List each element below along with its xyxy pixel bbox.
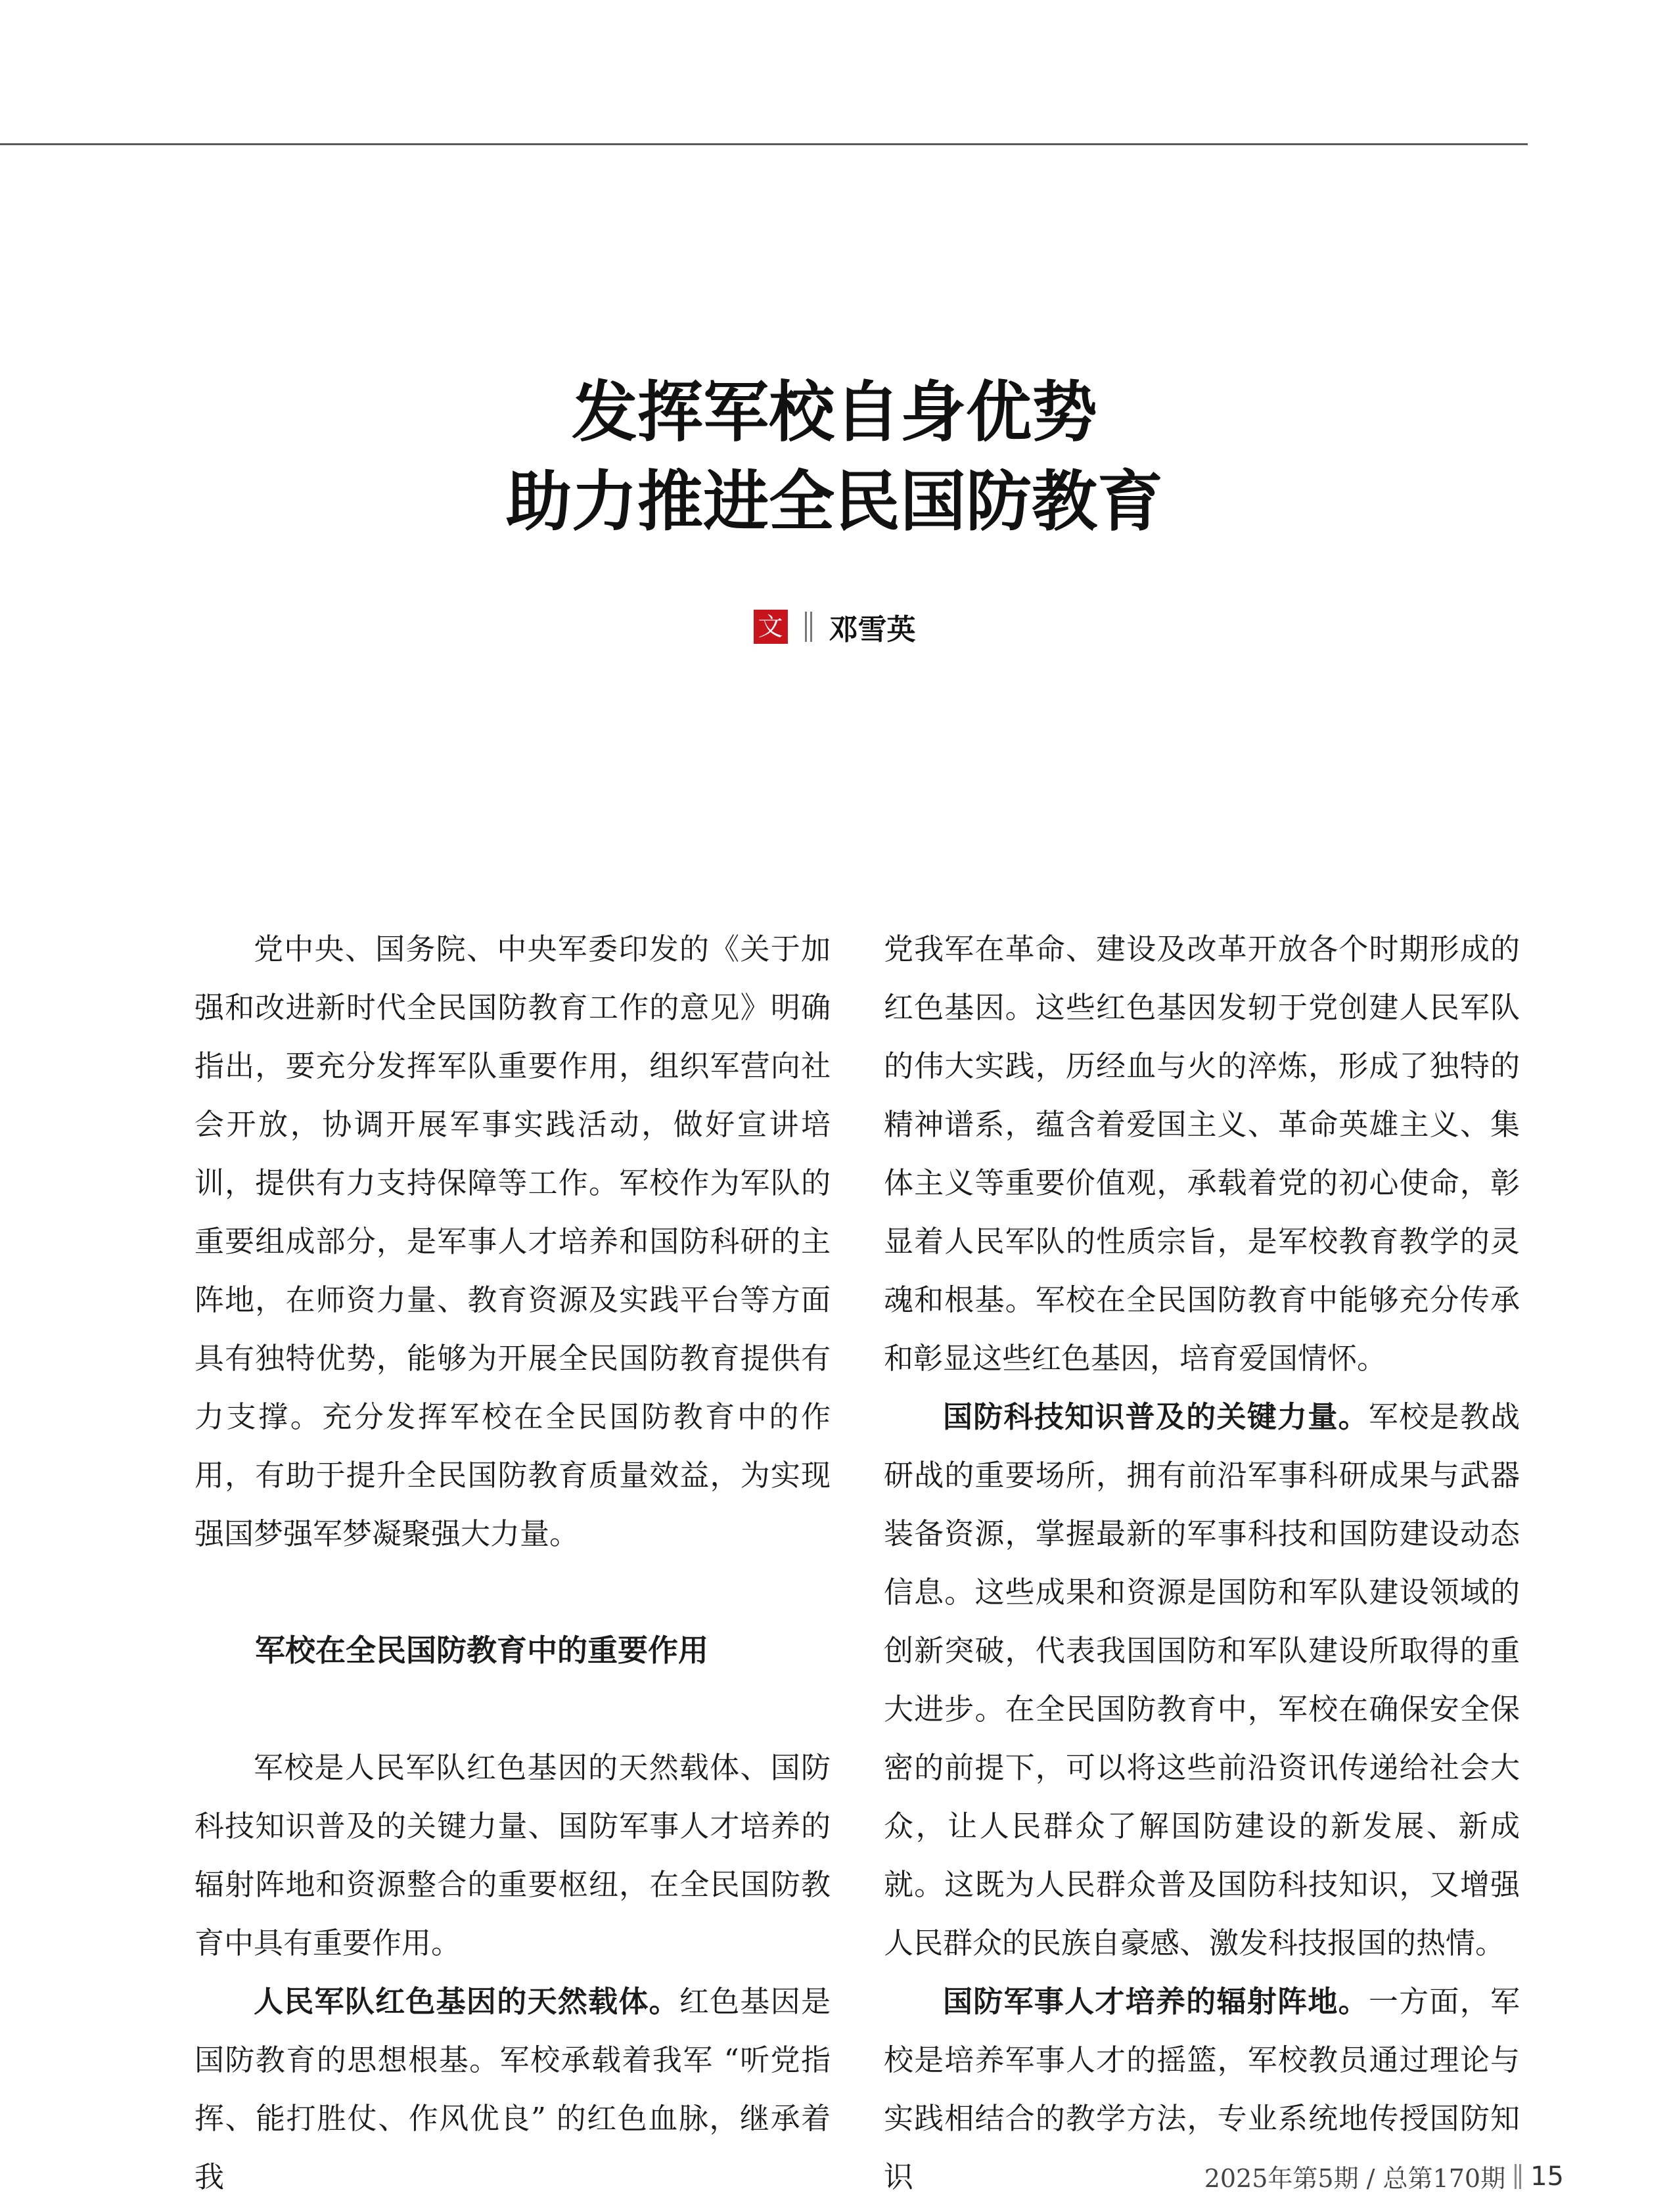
byline: [0, 606, 1669, 648]
title-line-1: 发挥军校自身优势: [572, 374, 1097, 451]
paragraph-lead: 国防科技知识普及的关键力量。: [943, 1399, 1369, 1434]
author-name: 邓雪英: [829, 613, 916, 646]
paragraph-lead: 人民军队红色基因的天然载体。: [254, 1984, 679, 2019]
paragraph-text: 军校是教战研战的重要场所，拥有前沿军事科研成果与武器装备资源，掌握最新的军事科技和国防建设动态信息。这些成果和资源是国防和军队建设领域的创新突破，代表我国国防和军队建设所取得的重大进步。在全民国防教育中，军校在确保安全保密的前提下，可以将这些前沿资讯传递给社会大众，让人民群众了解国防建设的新发展、新成就。这既为人民群众普及国防科技知识，又增强人民群众的民族自豪感、激发科技报国的热情。: [884, 1399, 1520, 1960]
paragraph-lead: 国防军事人才培养的辐射阵地。: [943, 1984, 1369, 2019]
issue-info: 2025年第5期 / 总第170期: [1204, 2164, 1506, 2193]
column-right: [884, 920, 1520, 2206]
spacer: [194, 1563, 831, 1621]
byline-mark: 文: [754, 610, 788, 644]
header-rule: [0, 143, 1528, 145]
byline-separator: [805, 612, 812, 642]
paragraph-red-gene-continued: 党我军在革命、建设及改革开放各个时期形成的红色基因。这些红色基因发轫于党创建人民军队的伟大实践，历经血与火的淬炼，形成了独特的精神谱系，蕴含着爱国主义、革命英雄主义、集体主义等重要价值观，承载着党的初心使命，彰显着人民军队的性质宗旨，是军校教育教学的灵魂和根基。军校在全民国防教育中能够充分传承和彰显这些红色基因，培育爱国情怀。: [884, 932, 1520, 1376]
paragraph-text: 红色基因是国防教育的思想根基。军校承载着我军 “听党指挥、能打胜仗、作风优良” 的红色血脉，继承着我: [194, 1984, 831, 2194]
page-number: 15: [1530, 2161, 1564, 2192]
section-heading: 军校在全民国防教育中的重要作用: [255, 1633, 708, 1668]
paragraph-text: 一方面，军校是培养军事人才的摇篮，军校教员通过理论与实践相结合的教学方法，专业系统地传授国防知识: [884, 1984, 1520, 2194]
column-left: [194, 920, 831, 2206]
article-title: [0, 368, 1669, 547]
page-footer: [1196, 2158, 1564, 2194]
section-intro-paragraph: 军校是人民军队红色基因的天然载体、国防科技知识普及的关键力量、国防军事人才培养的辐射阵地和资源整合的重要枢纽，在全民国防教育中具有重要作用。: [194, 1750, 831, 1960]
footer-separator: [1515, 2164, 1521, 2189]
intro-paragraph: 党中央、国务院、中央军委印发的《关于加强和改进新时代全民国防教育工作的意见》明确指出，要充分发挥军队重要作用，组织军营向社会开放，协调开展军事实践活动，做好宣讲培训，提供有力支持保障等工作。军校作为军队的重要组成部分，是军事人才培养和国防科研的主阵地，在师资力量、教育资源及实践平台等方面具有独特优势，能够为开展全民国防教育提供有力支撑。充分发挥军校在全民国防教育中的作用，有助于提升全民国防教育质量效益，为实现强国梦强军梦凝聚强大力量。: [194, 932, 831, 1551]
spacer: [194, 1680, 831, 1738]
paragraph-red-gene: [194, 1972, 831, 2206]
title-line-2: 助力推进全民国防教育: [506, 463, 1163, 540]
paragraph-science-knowledge: [884, 1388, 1520, 1972]
